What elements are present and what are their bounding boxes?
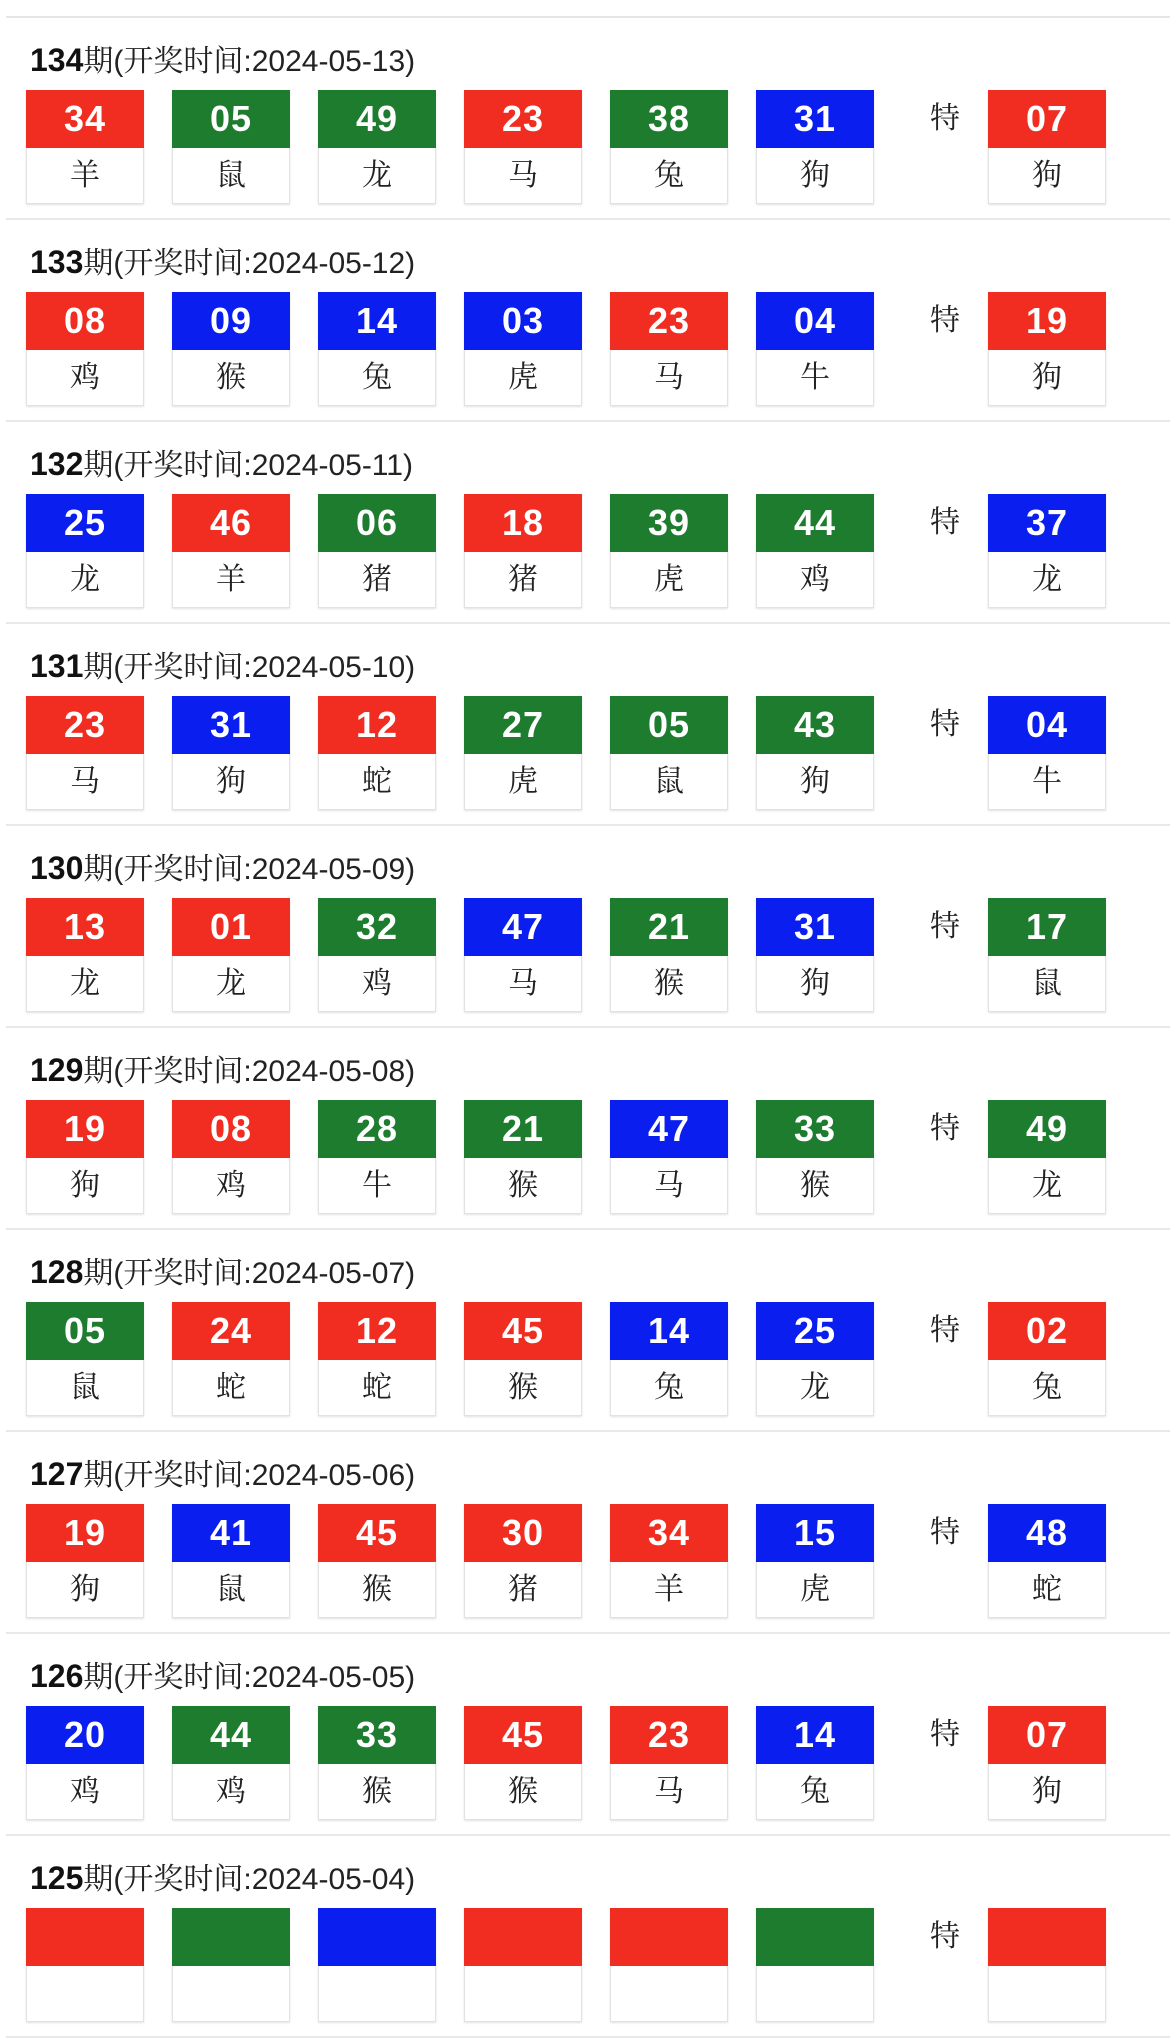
special-ball-zodiac: 狗 xyxy=(988,350,1106,406)
ball-number: 31 xyxy=(172,696,290,754)
ball-number: 18 xyxy=(464,494,582,552)
ball-zodiac: 龙 xyxy=(318,148,436,204)
special-ball-label: 特 xyxy=(930,1920,960,1953)
ball-zodiac: 猪 xyxy=(318,552,436,608)
ball-zodiac: 狗 xyxy=(756,956,874,1012)
draw-date-text: 期(开奖时间:2024-05-12) xyxy=(83,247,416,280)
ball-number: 41 xyxy=(172,1504,290,1562)
number-ball xyxy=(172,1908,290,2022)
ball-number: 25 xyxy=(26,494,144,552)
special-number-ball xyxy=(988,1706,1106,1820)
ball-number: 01 xyxy=(172,898,290,956)
balls-row xyxy=(0,1302,1170,1416)
number-ball xyxy=(172,90,290,204)
draw-block xyxy=(0,1230,1170,1432)
special-ball-label: 特 xyxy=(930,1516,960,1549)
ball-number: 21 xyxy=(464,1100,582,1158)
ball-number: 14 xyxy=(756,1706,874,1764)
ball-number xyxy=(318,1908,436,1966)
ball-number: 14 xyxy=(318,292,436,350)
number-ball xyxy=(756,1100,874,1214)
ball-number: 12 xyxy=(318,696,436,754)
ball-number: 13 xyxy=(26,898,144,956)
number-ball xyxy=(610,1504,728,1618)
special-number-ball xyxy=(988,898,1106,1012)
draw-header xyxy=(0,1432,1170,1504)
page-left-edge xyxy=(0,0,6,2038)
draw-issue-number: 130 xyxy=(30,850,84,886)
draw-block xyxy=(0,1836,1170,2038)
number-ball xyxy=(756,1706,874,1820)
ball-zodiac: 猴 xyxy=(610,956,728,1012)
ball-zodiac: 猪 xyxy=(464,552,582,608)
number-ball xyxy=(756,898,874,1012)
draw-date-text: 期(开奖时间:2024-05-09) xyxy=(83,853,416,886)
special-ball-label: 特 xyxy=(930,102,960,135)
draw-issue-number: 125 xyxy=(30,1860,84,1896)
ball-zodiac: 猴 xyxy=(756,1158,874,1214)
draw-issue-number: 127 xyxy=(30,1456,84,1492)
draw-block xyxy=(0,422,1170,624)
ball-number xyxy=(26,1908,144,1966)
ball-number: 03 xyxy=(464,292,582,350)
number-ball xyxy=(318,1706,436,1820)
balls-row xyxy=(0,494,1170,608)
ball-zodiac xyxy=(464,1966,582,2022)
ball-zodiac: 龙 xyxy=(756,1360,874,1416)
ball-zodiac: 马 xyxy=(610,1158,728,1214)
ball-zodiac: 龙 xyxy=(172,956,290,1012)
ball-zodiac: 狗 xyxy=(172,754,290,810)
special-ball-number: 04 xyxy=(988,696,1106,754)
special-ball-label: 特 xyxy=(930,1112,960,1145)
ball-zodiac: 狗 xyxy=(26,1562,144,1618)
balls-row xyxy=(0,898,1170,1012)
number-ball xyxy=(610,1706,728,1820)
ball-zodiac: 兔 xyxy=(318,350,436,406)
number-ball xyxy=(756,696,874,810)
ball-number: 45 xyxy=(464,1302,582,1360)
ball-number: 27 xyxy=(464,696,582,754)
special-ball-number: 37 xyxy=(988,494,1106,552)
ball-number: 49 xyxy=(318,90,436,148)
special-number-ball xyxy=(988,696,1106,810)
draw-date-text: 期(开奖时间:2024-05-06) xyxy=(83,1459,416,1492)
special-ball-zodiac xyxy=(988,1966,1106,2022)
special-ball-label: 特 xyxy=(930,304,960,337)
number-ball xyxy=(172,1302,290,1416)
number-ball xyxy=(318,292,436,406)
ball-zodiac: 虎 xyxy=(610,552,728,608)
ball-zodiac: 猴 xyxy=(318,1764,436,1820)
ball-number: 30 xyxy=(464,1504,582,1562)
ball-number: 06 xyxy=(318,494,436,552)
number-ball xyxy=(172,1706,290,1820)
number-ball xyxy=(26,1100,144,1214)
number-ball xyxy=(464,494,582,608)
number-ball xyxy=(464,898,582,1012)
ball-number: 33 xyxy=(318,1706,436,1764)
draw-block xyxy=(0,1634,1170,1836)
ball-zodiac: 鸡 xyxy=(26,350,144,406)
special-ball-zodiac: 兔 xyxy=(988,1360,1106,1416)
draw-issue-number: 126 xyxy=(30,1658,84,1694)
special-number-ball xyxy=(988,292,1106,406)
ball-number: 32 xyxy=(318,898,436,956)
ball-zodiac: 马 xyxy=(610,1764,728,1820)
special-ball-number: 17 xyxy=(988,898,1106,956)
draw-results-list xyxy=(0,18,1170,2038)
number-ball xyxy=(26,696,144,810)
ball-number: 23 xyxy=(610,292,728,350)
number-ball xyxy=(318,90,436,204)
number-ball xyxy=(318,898,436,1012)
draw-block xyxy=(0,826,1170,1028)
number-ball xyxy=(26,292,144,406)
number-ball xyxy=(172,494,290,608)
ball-zodiac: 猴 xyxy=(464,1764,582,1820)
draw-block xyxy=(0,220,1170,422)
ball-zodiac: 狗 xyxy=(756,754,874,810)
special-ball-zodiac: 蛇 xyxy=(988,1562,1106,1618)
number-ball xyxy=(318,1908,436,2022)
ball-number: 44 xyxy=(172,1706,290,1764)
special-ball-number: 07 xyxy=(988,90,1106,148)
number-ball xyxy=(172,696,290,810)
draw-block xyxy=(0,1028,1170,1230)
number-ball xyxy=(26,1302,144,1416)
draw-header xyxy=(0,826,1170,898)
ball-number: 23 xyxy=(464,90,582,148)
number-ball xyxy=(756,494,874,608)
number-ball xyxy=(464,1706,582,1820)
ball-zodiac: 蛇 xyxy=(318,1360,436,1416)
draw-date-text: 期(开奖时间:2024-05-04) xyxy=(83,1863,416,1896)
balls-row xyxy=(0,292,1170,406)
ball-zodiac: 鸡 xyxy=(318,956,436,1012)
ball-number: 28 xyxy=(318,1100,436,1158)
ball-zodiac: 蛇 xyxy=(318,754,436,810)
ball-number: 34 xyxy=(26,90,144,148)
number-ball xyxy=(172,1504,290,1618)
ball-zodiac: 鸡 xyxy=(172,1158,290,1214)
draw-issue-number: 134 xyxy=(30,42,84,78)
special-ball-zodiac: 龙 xyxy=(988,1158,1106,1214)
special-ball-number: 07 xyxy=(988,1706,1106,1764)
ball-zodiac xyxy=(610,1966,728,2022)
special-ball-label: 特 xyxy=(930,1314,960,1347)
special-number-ball xyxy=(988,1504,1106,1618)
ball-zodiac: 猴 xyxy=(464,1360,582,1416)
ball-number: 08 xyxy=(172,1100,290,1158)
number-ball xyxy=(756,1302,874,1416)
ball-zodiac: 牛 xyxy=(318,1158,436,1214)
special-number-ball xyxy=(988,1302,1106,1416)
ball-zodiac: 虎 xyxy=(756,1562,874,1618)
number-ball xyxy=(610,696,728,810)
ball-number xyxy=(172,1908,290,1966)
balls-row xyxy=(0,90,1170,204)
number-ball xyxy=(610,1100,728,1214)
number-ball xyxy=(464,1100,582,1214)
draw-header xyxy=(0,220,1170,292)
ball-zodiac xyxy=(756,1966,874,2022)
ball-zodiac: 羊 xyxy=(26,148,144,204)
draw-issue-number: 128 xyxy=(30,1254,84,1290)
special-ball-zodiac: 狗 xyxy=(988,148,1106,204)
number-ball xyxy=(26,1504,144,1618)
number-ball xyxy=(464,1908,582,2022)
number-ball xyxy=(610,90,728,204)
number-ball xyxy=(318,1100,436,1214)
number-ball xyxy=(610,1302,728,1416)
ball-number: 05 xyxy=(172,90,290,148)
ball-number: 43 xyxy=(756,696,874,754)
special-ball-label: 特 xyxy=(930,910,960,943)
special-number-ball xyxy=(988,90,1106,204)
ball-zodiac: 羊 xyxy=(610,1562,728,1618)
draw-block xyxy=(0,624,1170,826)
ball-number: 23 xyxy=(610,1706,728,1764)
ball-zodiac: 羊 xyxy=(172,552,290,608)
special-ball-number: 49 xyxy=(988,1100,1106,1158)
number-ball xyxy=(610,898,728,1012)
draw-date-text: 期(开奖时间:2024-05-05) xyxy=(83,1661,416,1694)
draw-header xyxy=(0,422,1170,494)
ball-number xyxy=(610,1908,728,1966)
draw-block xyxy=(0,1432,1170,1634)
ball-number: 14 xyxy=(610,1302,728,1360)
ball-zodiac: 猴 xyxy=(172,350,290,406)
ball-zodiac: 鸡 xyxy=(756,552,874,608)
number-ball xyxy=(610,1908,728,2022)
ball-zodiac: 猪 xyxy=(464,1562,582,1618)
ball-number: 34 xyxy=(610,1504,728,1562)
draw-header xyxy=(0,624,1170,696)
special-ball-zodiac: 狗 xyxy=(988,1764,1106,1820)
ball-number: 31 xyxy=(756,898,874,956)
draw-date-text: 期(开奖时间:2024-05-11) xyxy=(83,449,413,482)
number-ball xyxy=(318,1504,436,1618)
ball-number: 21 xyxy=(610,898,728,956)
ball-number: 25 xyxy=(756,1302,874,1360)
ball-zodiac: 兔 xyxy=(610,148,728,204)
ball-zodiac: 狗 xyxy=(26,1158,144,1214)
ball-number: 38 xyxy=(610,90,728,148)
special-ball-label: 特 xyxy=(930,708,960,741)
draw-date-text: 期(开奖时间:2024-05-08) xyxy=(83,1055,416,1088)
ball-number: 24 xyxy=(172,1302,290,1360)
number-ball xyxy=(756,90,874,204)
number-ball xyxy=(26,898,144,1012)
number-ball xyxy=(318,696,436,810)
number-ball xyxy=(26,1908,144,2022)
ball-number: 05 xyxy=(26,1302,144,1360)
draw-date-text: 期(开奖时间:2024-05-07) xyxy=(83,1257,416,1290)
ball-number: 47 xyxy=(464,898,582,956)
ball-zodiac: 虎 xyxy=(464,754,582,810)
ball-number: 46 xyxy=(172,494,290,552)
ball-number: 31 xyxy=(756,90,874,148)
balls-row xyxy=(0,1504,1170,1618)
number-ball xyxy=(610,292,728,406)
number-ball xyxy=(318,494,436,608)
ball-zodiac: 鼠 xyxy=(172,1562,290,1618)
ball-zodiac: 马 xyxy=(610,350,728,406)
ball-number: 04 xyxy=(756,292,874,350)
special-ball-zodiac: 牛 xyxy=(988,754,1106,810)
ball-zodiac: 马 xyxy=(464,956,582,1012)
special-ball-label: 特 xyxy=(930,1718,960,1751)
number-ball xyxy=(464,292,582,406)
ball-zodiac xyxy=(318,1966,436,2022)
ball-zodiac: 鼠 xyxy=(610,754,728,810)
ball-zodiac: 兔 xyxy=(610,1360,728,1416)
balls-row xyxy=(0,696,1170,810)
number-ball xyxy=(26,494,144,608)
ball-number: 19 xyxy=(26,1100,144,1158)
special-ball-number: 02 xyxy=(988,1302,1106,1360)
ball-zodiac: 虎 xyxy=(464,350,582,406)
number-ball xyxy=(26,90,144,204)
special-ball-zodiac: 鼠 xyxy=(988,956,1106,1012)
ball-number: 09 xyxy=(172,292,290,350)
ball-number: 15 xyxy=(756,1504,874,1562)
ball-zodiac: 猴 xyxy=(318,1562,436,1618)
draw-issue-number: 132 xyxy=(30,446,84,482)
ball-number: 20 xyxy=(26,1706,144,1764)
draw-block xyxy=(0,18,1170,220)
draw-issue-number: 131 xyxy=(30,648,84,684)
number-ball xyxy=(26,1706,144,1820)
draw-issue-number: 129 xyxy=(30,1052,84,1088)
special-ball-number: 48 xyxy=(988,1504,1106,1562)
ball-number: 39 xyxy=(610,494,728,552)
draw-date-text: 期(开奖时间:2024-05-13) xyxy=(83,45,416,78)
number-ball xyxy=(756,1504,874,1618)
number-ball xyxy=(756,1908,874,2022)
ball-number: 44 xyxy=(756,494,874,552)
special-number-ball xyxy=(988,494,1106,608)
balls-row xyxy=(0,1706,1170,1820)
ball-number xyxy=(464,1908,582,1966)
draw-header xyxy=(0,1634,1170,1706)
number-ball xyxy=(756,292,874,406)
ball-number: 05 xyxy=(610,696,728,754)
number-ball xyxy=(172,898,290,1012)
special-ball-zodiac: 龙 xyxy=(988,552,1106,608)
special-ball-label: 特 xyxy=(930,506,960,539)
ball-zodiac: 蛇 xyxy=(172,1360,290,1416)
number-ball xyxy=(464,1302,582,1416)
ball-zodiac: 鸡 xyxy=(26,1764,144,1820)
draw-issue-number: 133 xyxy=(30,244,84,280)
number-ball xyxy=(172,292,290,406)
ball-zodiac: 牛 xyxy=(756,350,874,406)
ball-number: 23 xyxy=(26,696,144,754)
number-ball xyxy=(318,1302,436,1416)
special-number-ball xyxy=(988,1100,1106,1214)
ball-number: 08 xyxy=(26,292,144,350)
draw-date-text: 期(开奖时间:2024-05-10) xyxy=(83,651,416,684)
draw-header xyxy=(0,18,1170,90)
ball-number: 19 xyxy=(26,1504,144,1562)
special-ball-number xyxy=(988,1908,1106,1966)
number-ball xyxy=(464,1504,582,1618)
draw-header xyxy=(0,1836,1170,1908)
balls-row xyxy=(0,1100,1170,1214)
ball-number: 45 xyxy=(318,1504,436,1562)
ball-zodiac: 马 xyxy=(464,148,582,204)
ball-zodiac: 龙 xyxy=(26,552,144,608)
ball-zodiac: 狗 xyxy=(756,148,874,204)
ball-zodiac: 马 xyxy=(26,754,144,810)
number-ball xyxy=(464,90,582,204)
number-ball xyxy=(172,1100,290,1214)
balls-row xyxy=(0,1908,1170,2022)
ball-zodiac: 鼠 xyxy=(26,1360,144,1416)
draw-header xyxy=(0,1230,1170,1302)
ball-zodiac: 兔 xyxy=(756,1764,874,1820)
ball-zodiac: 鸡 xyxy=(172,1764,290,1820)
draw-header xyxy=(0,1028,1170,1100)
ball-zodiac: 猴 xyxy=(464,1158,582,1214)
number-ball xyxy=(464,696,582,810)
ball-zodiac: 鼠 xyxy=(172,148,290,204)
special-ball-number: 19 xyxy=(988,292,1106,350)
special-number-ball xyxy=(988,1908,1106,2022)
ball-zodiac xyxy=(26,1966,144,2022)
top-strip xyxy=(0,0,1170,18)
ball-number: 47 xyxy=(610,1100,728,1158)
ball-number: 12 xyxy=(318,1302,436,1360)
number-ball xyxy=(610,494,728,608)
ball-number: 33 xyxy=(756,1100,874,1158)
ball-number xyxy=(756,1908,874,1966)
ball-number: 45 xyxy=(464,1706,582,1764)
ball-zodiac xyxy=(172,1966,290,2022)
ball-zodiac: 龙 xyxy=(26,956,144,1012)
